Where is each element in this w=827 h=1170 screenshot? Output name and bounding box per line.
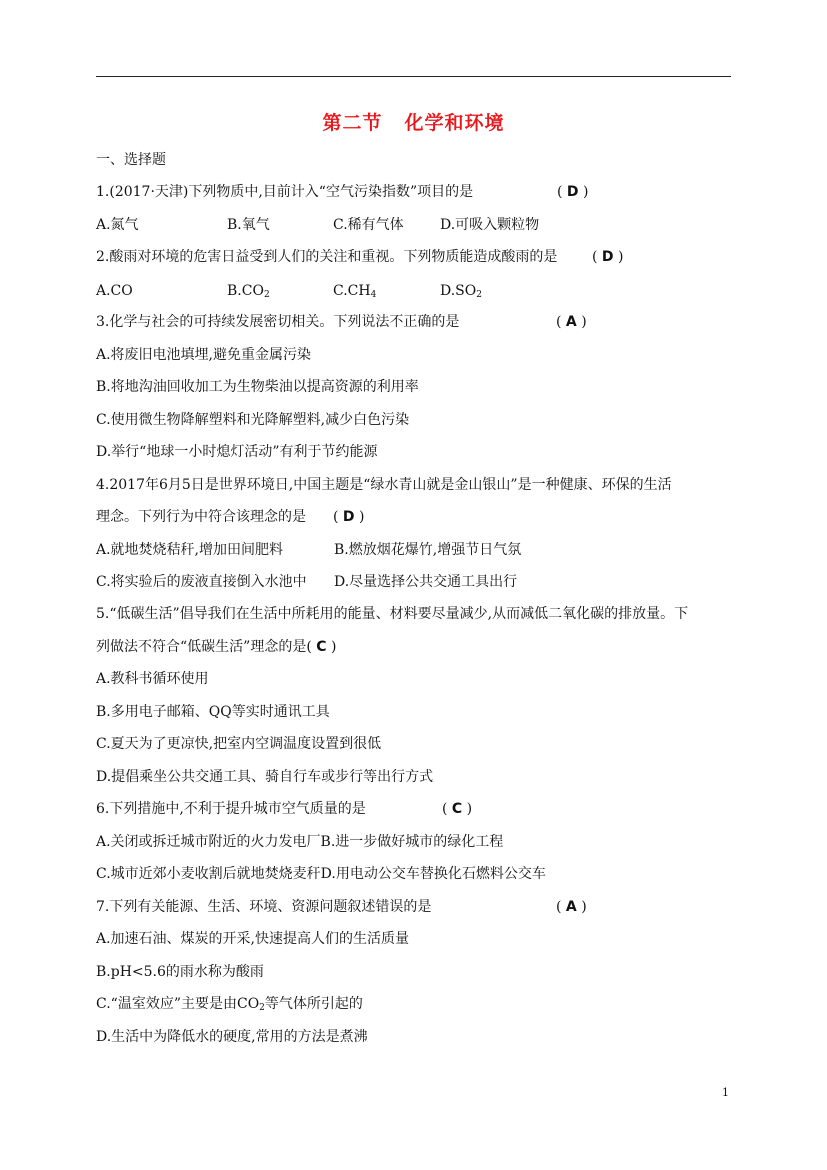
question-6: 6.下列措施中,不利于提升城市空气质量的是 (96, 801, 366, 817)
q7-option-a: A.加速石油、煤炭的开采,快速提高人们的生活质量 (96, 931, 410, 947)
question-2: 2.酸雨对环境的危害日益受到人们的关注和重视。下列物质能造成酸雨的是 (96, 249, 558, 265)
q2-option-a: A.CO (96, 283, 133, 299)
answer-3: ( A ) (556, 314, 587, 330)
page-number: 1 (722, 1086, 729, 1099)
q7-option-b: B.pH<5.6的雨水称为酸雨 (96, 964, 264, 980)
page-title: 第二节 化学和环境 (322, 112, 505, 134)
answer-2: ( D ) (592, 249, 624, 265)
header-rule (96, 76, 731, 77)
question-1: 1.(2017·天津)下列物质中,目前计入“空气污染指数”项目的是 (96, 184, 474, 200)
question-4-line-2: 理念。下列行为中符合该理念的是 (96, 509, 306, 525)
q1-option-c: C.稀有气体 (333, 217, 404, 233)
q5-option-a: A.教科书循环使用 (96, 671, 209, 687)
q5-option-d: D.提倡乘坐公共交通工具、骑自行车或步行等出行方式 (96, 769, 434, 785)
q1-option-a: A.氮气 (96, 217, 139, 233)
q1-option-b: B.氧气 (227, 217, 270, 233)
q2-option-d: $D.SO_2$ (440, 283, 482, 300)
q3-option-a: A.将废旧电池填埋,避免重金属污染 (96, 347, 312, 363)
question-5-line-1: 5.“低碳生活”倡导我们在生活中所耗用的能量、材料要尽量减少,从而减低二氧化碳的排放量。下 (96, 606, 689, 622)
answer-6: ( C ) (442, 801, 473, 817)
answer-4: ( D ) (333, 509, 365, 525)
q2-option-c: $C.CH_4$ (333, 283, 377, 300)
q7-option-c: C.“温室效应”主要是由$CO_2$等气体所引起的 (96, 996, 363, 1013)
q1-option-d: D.可吸入颗粒物 (440, 217, 540, 233)
section-heading: 一、选择题 (96, 152, 166, 168)
q5-option-c: C.夏天为了更凉快,把室内空调温度设置到很低 (96, 736, 382, 752)
q4-option-d: D.尽量选择公共交通工具出行 (334, 574, 518, 590)
question-3: 3.化学与社会的可持续发展密切相关。下列说法不正确的是 (96, 314, 460, 330)
question-4-line-1: 4.2017年6月5日是世界环境日,中国主题是“绿水青山就是金山银山”是一种健康、环保的生活 (96, 477, 672, 493)
answer-1: ( D ) (557, 184, 589, 200)
q7-option-d: D.生活中为降低水的硬度,常用的方法是煮沸 (96, 1029, 368, 1045)
q4-option-c: C.将实验后的废液直接倒入水池中 (96, 574, 307, 590)
q3-option-c: C.使用微生物降解塑料和光降解塑料,减少白色污染 (96, 412, 410, 428)
q4-option-a: A.就地焚烧秸秆,增加田间肥料 (96, 542, 284, 558)
answer-7: ( A ) (556, 899, 587, 915)
q6-options-ab: A.关闭或拆迁城市附近的火力发电厂B.进一步做好城市的绿化工程 (96, 834, 504, 850)
q4-option-b: B.燃放烟花爆竹,增强节日气氛 (334, 542, 522, 558)
q5-option-b: B.多用电子邮箱、QQ等实时通讯工具 (96, 704, 330, 720)
q3-option-b: B.将地沟油回收加工为生物柴油以提高资源的利用率 (96, 379, 419, 395)
question-5-line-2: 列做法不符合“低碳生活”理念的是( C ) (96, 639, 337, 655)
q3-option-d: D.举行“地球一小时熄灯活动”有利于节约能源 (96, 444, 378, 460)
question-7: 7.下列有关能源、生活、环境、资源问题叙述错误的是 (96, 899, 432, 915)
q2-option-b: $B.CO_2$ (227, 283, 270, 300)
q6-options-cd: C.城市近郊小麦收割后就地焚烧麦秆D.用电动公交车替换化石燃料公交车 (96, 866, 546, 882)
